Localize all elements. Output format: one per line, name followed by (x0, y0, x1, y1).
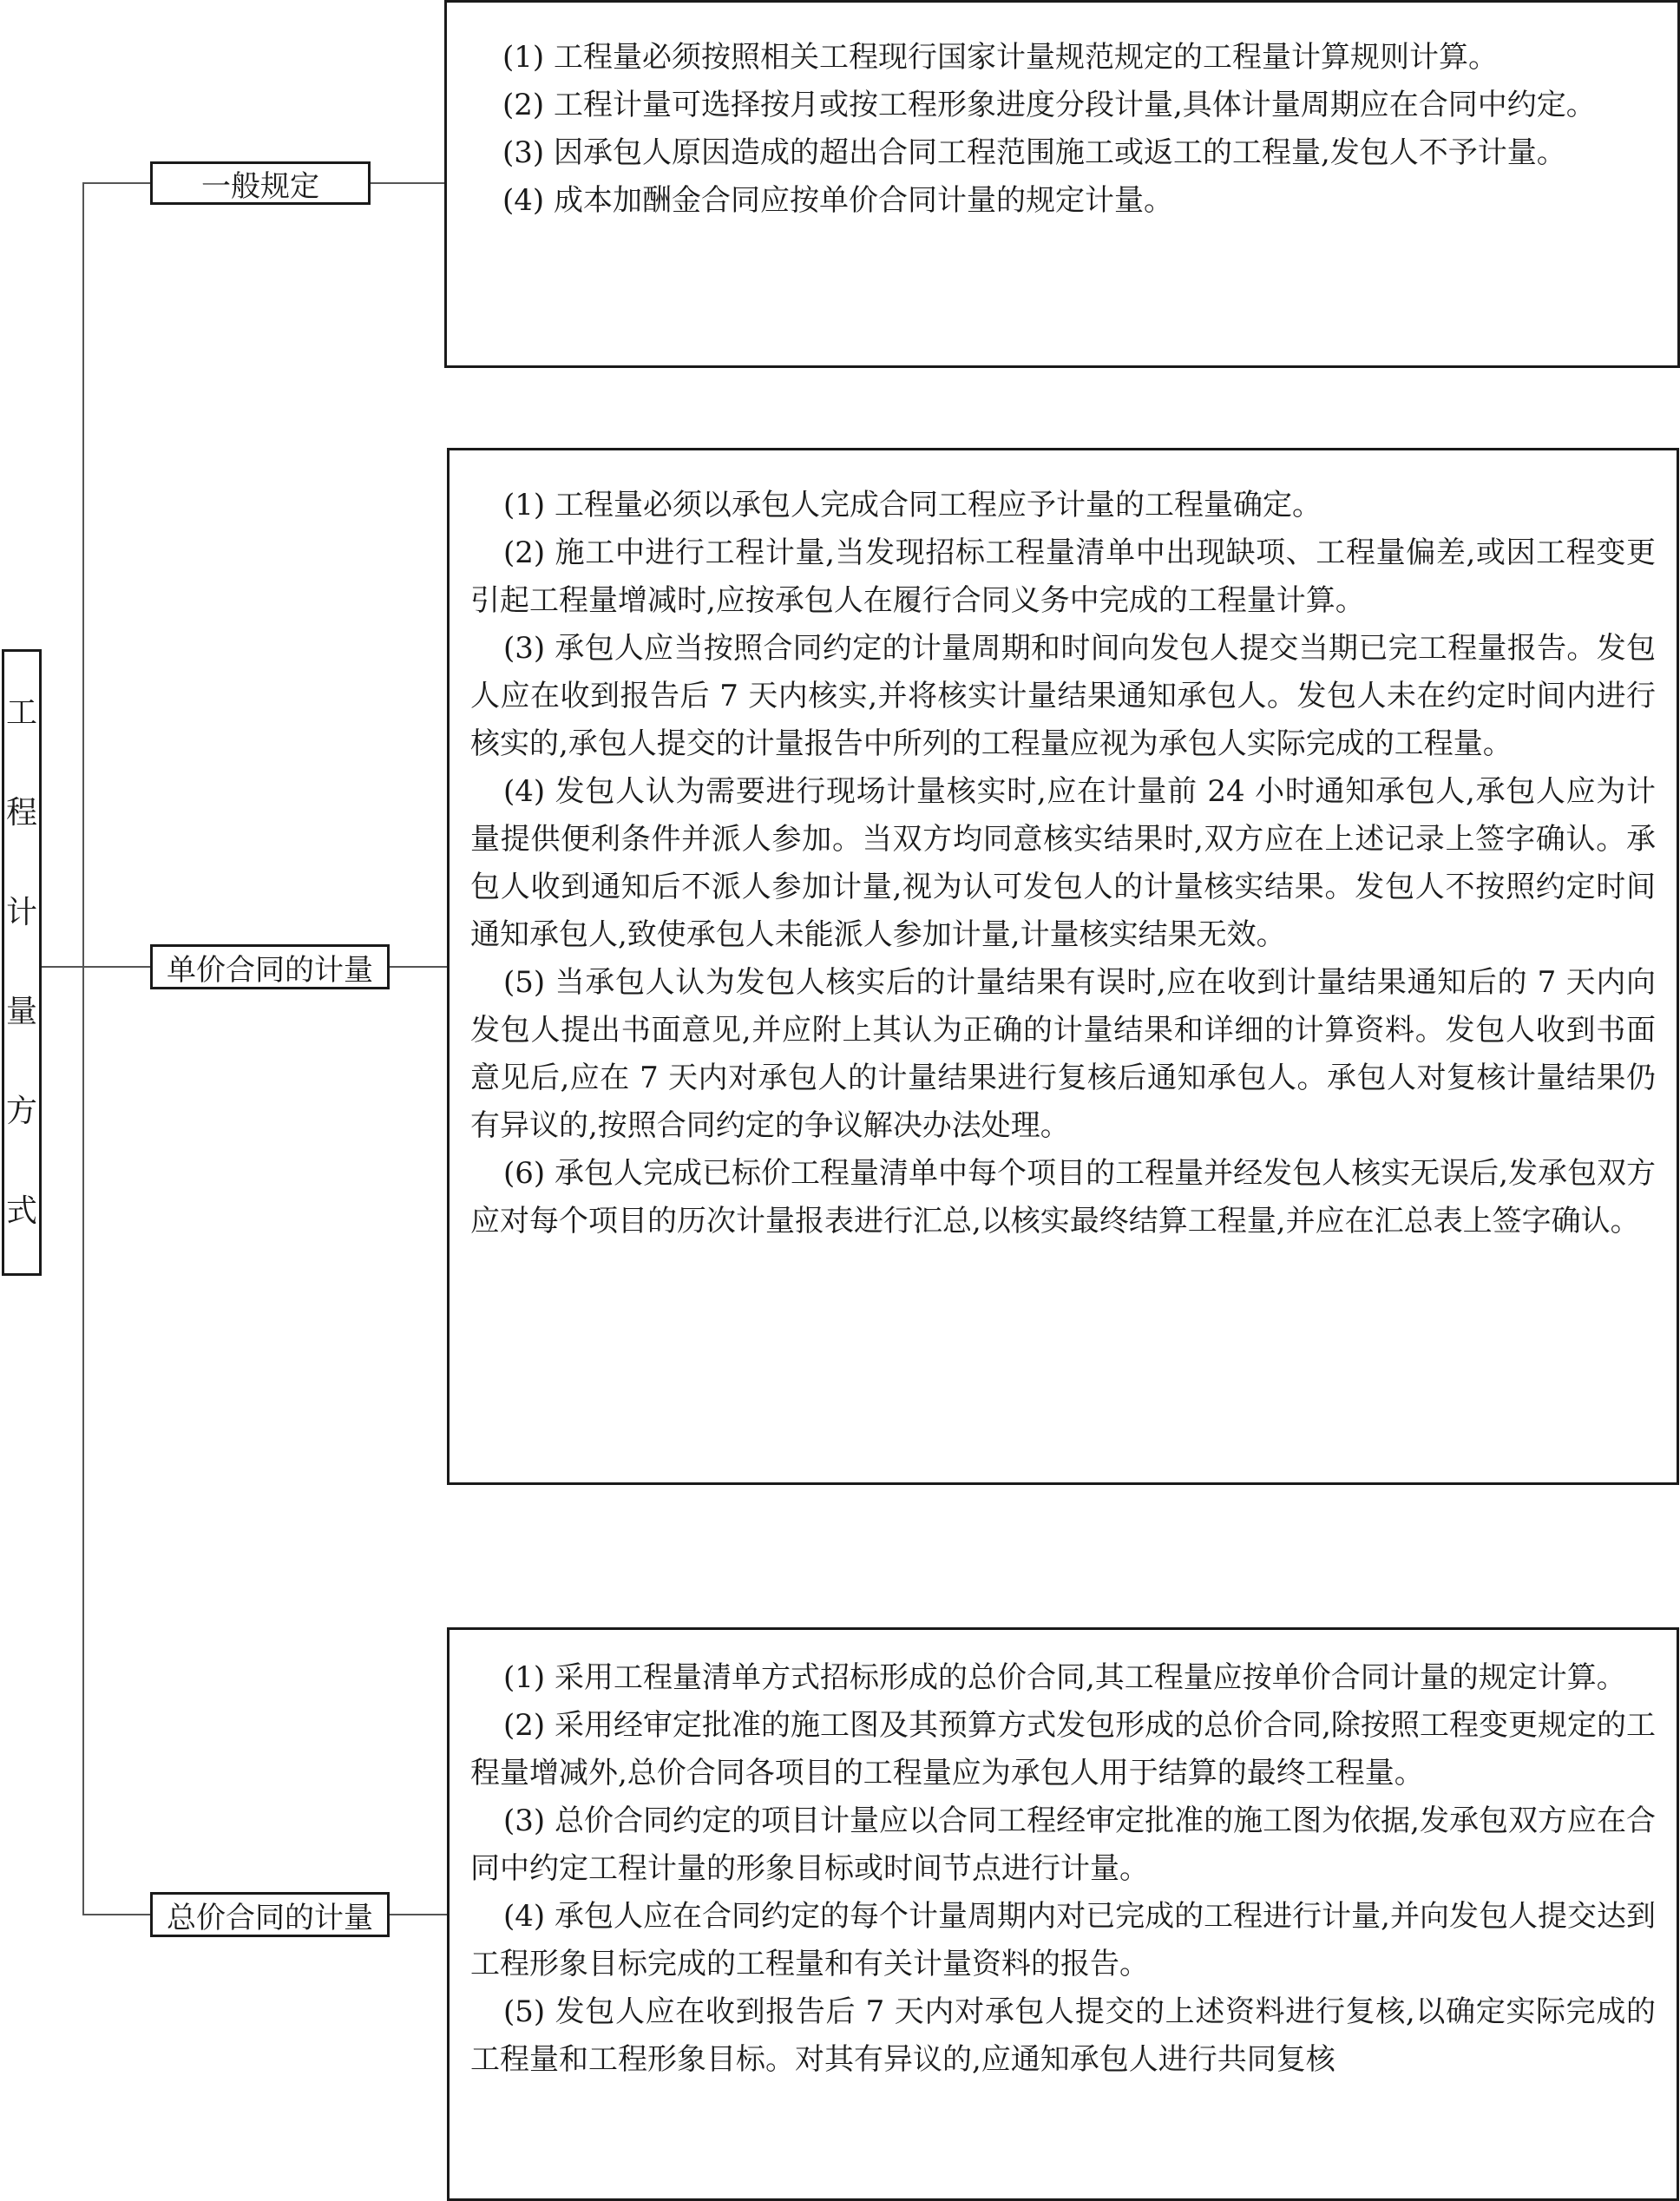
root-title-char: 量 (5, 994, 37, 1030)
list-item: (4) 发包人认为需要进行现场计量核实时,应在计量前 24 小时通知承包人,承包人应为计量提供便利条件并派人参加。当双方均同意核实结果时,双方应在上述记录上签字确认。承包人收到通知后不派人参加计量,视为认可发包人的计量核实结果。发包人不按照约定时间通知承包人,致使承包人未能派人参加计量,计量核实结果无效。 (470, 774, 1656, 952)
list-item: (2) 施工中进行工程计量,当发现招标工程量清单中出现缺项、工程量偏差,或因工程变更引起工程量增减时,应按承包人在履行合同义务中完成的工程量计算。 (470, 535, 1656, 618)
root-title-char: 程 (5, 794, 37, 831)
list-item: (6) 承包人完成已标价工程量清单中每个项目的工程量并经发包人核实无误后,发承包双方应对每个项目的历次计量报表进行汇总,以核实最终结算工程量,并应在汇总表上签字确认。 (470, 1156, 1656, 1238)
list-item: (1) 采用工程量清单方式招标形成的总价合同,其工程量应按单价合同计量的规定计算。 (503, 1660, 1626, 1695)
root-title-box (2, 649, 42, 1276)
list-item: (5) 当承包人认为发包人核实后的计量结果有误时,应在收到计量结果通知后的 7 天内向发包人提出书面意见,并应附上其认为正确的计量结果和详细的计算资料。发包人收到书面意见后,应在 7 天内对承包人的计量结果进行复核后通知承包人。承包人对复核计量结果仍有异议的,按照合同约定的争议解决办法处理。 (470, 965, 1656, 1143)
list-item: (3) 总价合同约定的项目计量应以合同工程经审定批准的施工图为依据,发承包双方应在合同中约定工程计量的形象目标或时间节点进行计量。 (470, 1804, 1656, 1886)
root-title-char: 工 (5, 695, 37, 732)
branch-label-general: 一般规定 (150, 161, 371, 205)
list-item: (3) 承包人应当按照合同约定的计量周期和时间向发包人提交当期已完工程量报告。发包人应在收到报告后 7 天内核实,并将核实计量结果通知承包人。发包人未在约定时间内进行核实的,承包人提交的计量报告中所列的工程量应视为承包人实际完成的工程量。 (470, 631, 1656, 761)
root-title-char: 方 (5, 1093, 37, 1129)
connector-branch-2-to-box (390, 966, 447, 968)
list-item: (2) 工程计量可选择按月或按工程形象进度分段计量,具体计量周期应在合同中约定。 (502, 88, 1596, 122)
content-box-general (444, 0, 1680, 368)
connector-branch-1-to-box (371, 182, 444, 184)
branch-label-lump-sum: 总价合同的计量 (150, 1892, 390, 1937)
list-item: (5) 发包人应在收到报告后 7 天内对承包人提交的上述资料进行复核,以确定实际完成的工程量和工程形象目标。对其有异议的,应通知承包人进行共同复核 (470, 1994, 1656, 2077)
connector-trunk-to-branch-2 (82, 966, 152, 968)
root-title-char: 式 (5, 1192, 37, 1229)
content-box-lump-sum (447, 1627, 1679, 2201)
connector-trunk (82, 182, 84, 1915)
list-item: (1) 工程量必须以承包人完成合同工程应予计量的工程量确定。 (503, 488, 1322, 522)
content-box-unit-price (447, 448, 1679, 1485)
branch-label-unit-price: 单价合同的计量 (150, 944, 390, 989)
connector-root-to-trunk (42, 966, 83, 968)
list-item: (1) 工程量必须按照相关工程现行国家计量规范规定的工程量计算规则计算。 (502, 40, 1498, 75)
list-item: (2) 采用经审定批准的施工图及其预算方式发包形成的总价合同,除按照工程变更规定的工程量增减外,总价合同各项目的工程量应为承包人用于结算的最终工程量。 (470, 1708, 1656, 1790)
list-item: (3) 因承包人原因造成的超出合同工程范围施工或返工的工程量,发包人不予计量。 (502, 135, 1566, 170)
list-item: (4) 成本加酬金合同应按单价合同计量的规定计量。 (502, 183, 1173, 218)
root-title-char: 计 (5, 894, 37, 930)
connector-trunk-to-branch-1 (82, 182, 152, 184)
connector-branch-3-to-box (390, 1914, 447, 1915)
connector-trunk-to-branch-3 (82, 1914, 152, 1915)
list-item: (4) 承包人应在合同约定的每个计量周期内对已完成的工程进行计量,并向发包人提交达到工程形象目标完成的工程量和有关计量资料的报告。 (470, 1899, 1656, 1981)
